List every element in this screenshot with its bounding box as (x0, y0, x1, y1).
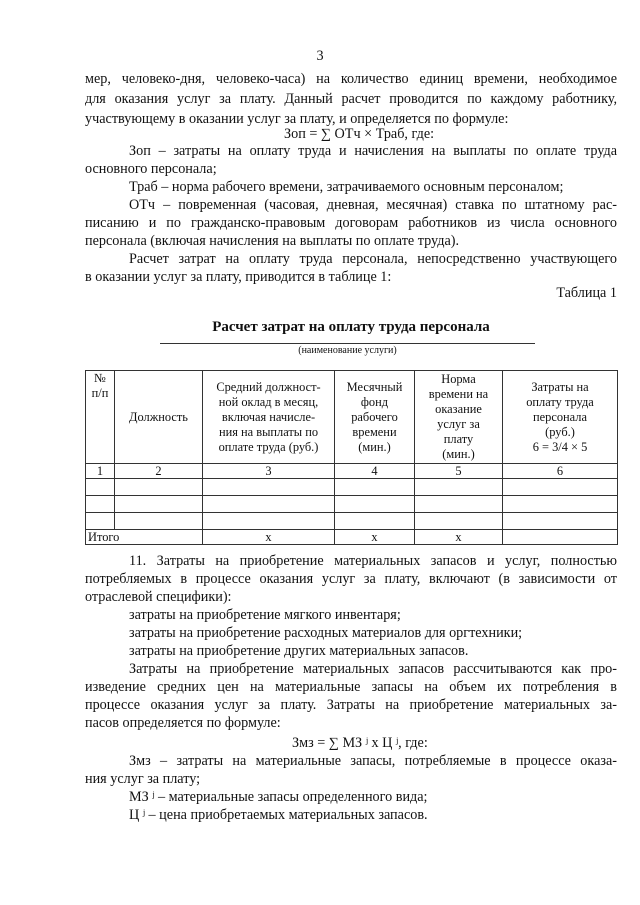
def-otch-line-3: персонала (включая начисления на выплаты по оплате труда). (85, 233, 460, 249)
total-label: Итого (86, 530, 203, 545)
def-trab: Траб – норма рабочего времени, затрачиваемого основным персоналом; (129, 179, 564, 195)
col-header-salary: Средний должност- ной оклад в месяц, включая начисле- ния на выплаты по оплате труда (руб.) (203, 371, 335, 464)
table-row (86, 479, 618, 496)
page-number: 3 (316, 48, 324, 64)
def-zmz-line-1: Змз – затраты на материальные запасы, потребляемые в процессе оказа- (129, 753, 617, 769)
col-number: 2 (115, 464, 203, 479)
intro-line-2: для оказания услуг за плату. Данный расчет проводится по каждому работнику, (85, 91, 617, 107)
col-number: 4 (335, 464, 415, 479)
s11-line-7: Затраты на приобретение материальных запасов рассчитываются как про- (129, 661, 617, 677)
s11-item-3: затраты на приобретение других материальных запасов. (129, 643, 469, 659)
intro-line-1: мер, человеко-дня, человеко-часа) на количество единиц времени, необходимое (85, 71, 617, 87)
col-number: 1 (86, 464, 115, 479)
staff-cost-table (85, 370, 618, 545)
service-name-line (160, 343, 535, 344)
col-header-num: № п/п (86, 371, 115, 464)
table-title: Расчет затрат на оплату труда персонала (212, 319, 490, 335)
s11-line-2: потребляемых в процессе оказания услуг за плату, включают (в зависимости от (85, 571, 617, 587)
total-value (503, 530, 618, 545)
total-mark: x (415, 530, 503, 545)
def-zmz-line-2: ния услуг за плату; (85, 771, 201, 787)
def-zop-line-2: основного персонала; (85, 161, 217, 177)
s11-line-9: процессе оказания услуг за плату. Затраты на приобретение материальных за- (85, 697, 617, 713)
def-zop-line-1: Зоп – затраты на оплату труда и начисления на выплаты по оплате труда (129, 143, 617, 159)
s11-line-10: пасов определяется по формуле: (85, 715, 281, 731)
col-number: 6 (503, 464, 618, 479)
table-total-row (86, 530, 618, 545)
table-label: Таблица 1 (556, 285, 617, 301)
intro-line-3: участвующему в оказании услуг за плату, и определяется по формуле: (85, 111, 509, 127)
table-ref-line-2: в оказании услуг за плату, приводится в таблице 1: (85, 269, 392, 285)
col-header-norm: Норма времени на оказание услуг за плату (мин.) (415, 371, 503, 464)
s11-item-2: затраты на приобретение расходных материалов для оргтехники; (129, 625, 523, 641)
table-ref-line-1: Расчет затрат на оплату труда персонала, непосредственно участвующего (129, 251, 617, 267)
formula-zmz: Змз = ∑ МЗ ʲ х Ц ʲ, где: (292, 735, 428, 751)
def-otch-line-1: ОТч – повременная (часовая, дневная, месячная) ставка по штатному рас- (129, 197, 617, 213)
total-mark: x (203, 530, 335, 545)
def-mz: МЗ ʲ – материальные запасы определенного вида; (129, 789, 428, 805)
service-caption: (наименование услуги) (298, 345, 397, 356)
table-row (86, 513, 618, 530)
col-header-costs: Затраты на оплату труда персонала (руб.) 6 = 3/4 × 5 (503, 371, 618, 464)
def-c: Ц ʲ – цена приобретаемых материальных запасов. (129, 807, 428, 823)
formula-zop: Зоп = ∑ ОТч × Траб, где: (284, 126, 435, 142)
def-otch-line-2: писанию и по гражданско-правовым договорам работников из числа основного (85, 215, 617, 231)
col-header-fund: Месячный фонд рабочего времени (мин.) (335, 371, 415, 464)
s11-line-3: отраслевой специфики): (85, 589, 232, 605)
table-number-row (86, 464, 618, 479)
s11-line-8: изведение средних цен на материальные запасы на объем их потребления в (85, 679, 617, 695)
col-number: 3 (203, 464, 335, 479)
s11-line-1: 11. Затраты на приобретение материальных запасов и услуг, полностью (129, 553, 617, 569)
col-number: 5 (415, 464, 503, 479)
col-header-position: Должность (115, 371, 203, 464)
table-row (86, 496, 618, 513)
s11-item-1: затраты на приобретение мягкого инвентаря; (129, 607, 401, 623)
total-mark: x (335, 530, 415, 545)
table-header-row (86, 371, 618, 464)
